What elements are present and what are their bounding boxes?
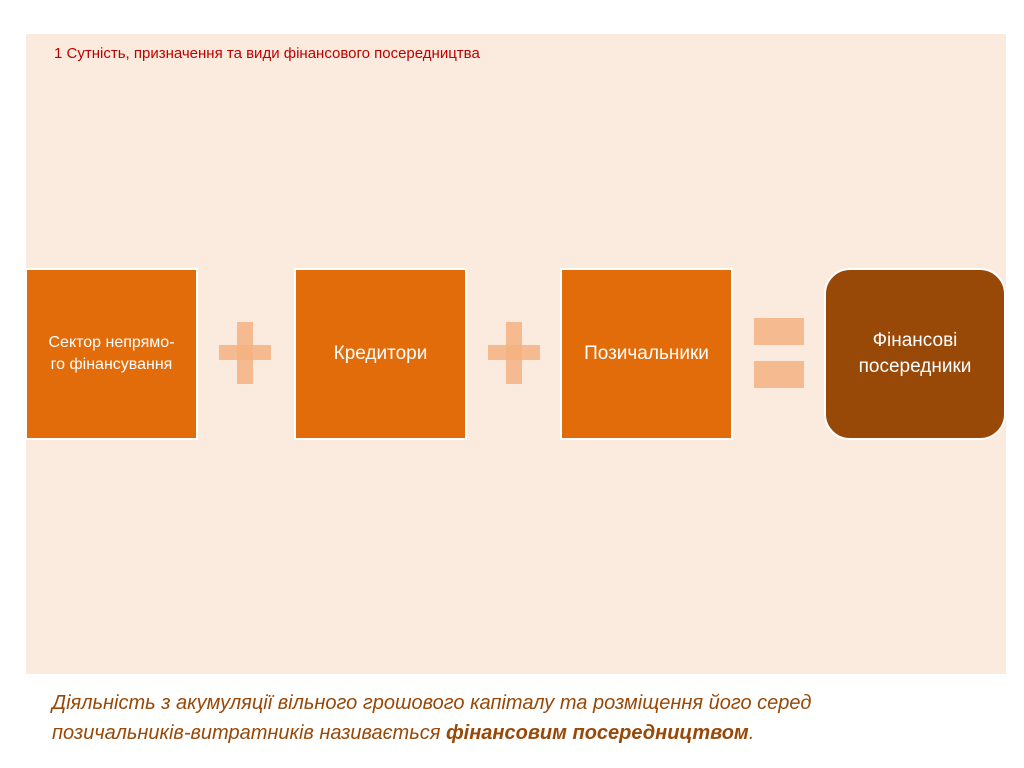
box-label: Кредитори <box>333 343 428 364</box>
indirect-financing-sector-box <box>25 268 198 440</box>
box-label: Позичальники <box>584 343 709 364</box>
caption-term: фінансовим посередництвом <box>445 722 749 744</box>
caption-line2-text: позичальників-витратників називається <box>52 722 446 744</box>
definition-caption <box>52 688 972 748</box>
box-label-line: Фінансові <box>872 330 958 351</box>
equals-icon <box>754 318 804 390</box>
financial-intermediaries-box <box>824 268 1006 440</box>
creditors-box <box>294 268 467 440</box>
slide-title: 1 Сутність, призначення та види фінансового посередництва <box>54 45 480 62</box>
box-label-line: Сектор непрямо- <box>48 334 175 351</box>
caption-line1: Діяльність з акумуляції вільного грошового капіталу та розміщення його серед <box>52 692 812 714</box>
borrowers-box <box>560 268 733 440</box>
box-label-line: го фінансування <box>50 356 173 373</box>
box-label-line: посередники <box>858 356 972 377</box>
plus-icon <box>219 322 271 384</box>
caption-line2-end: . <box>748 722 755 744</box>
plus-icon <box>488 322 540 384</box>
